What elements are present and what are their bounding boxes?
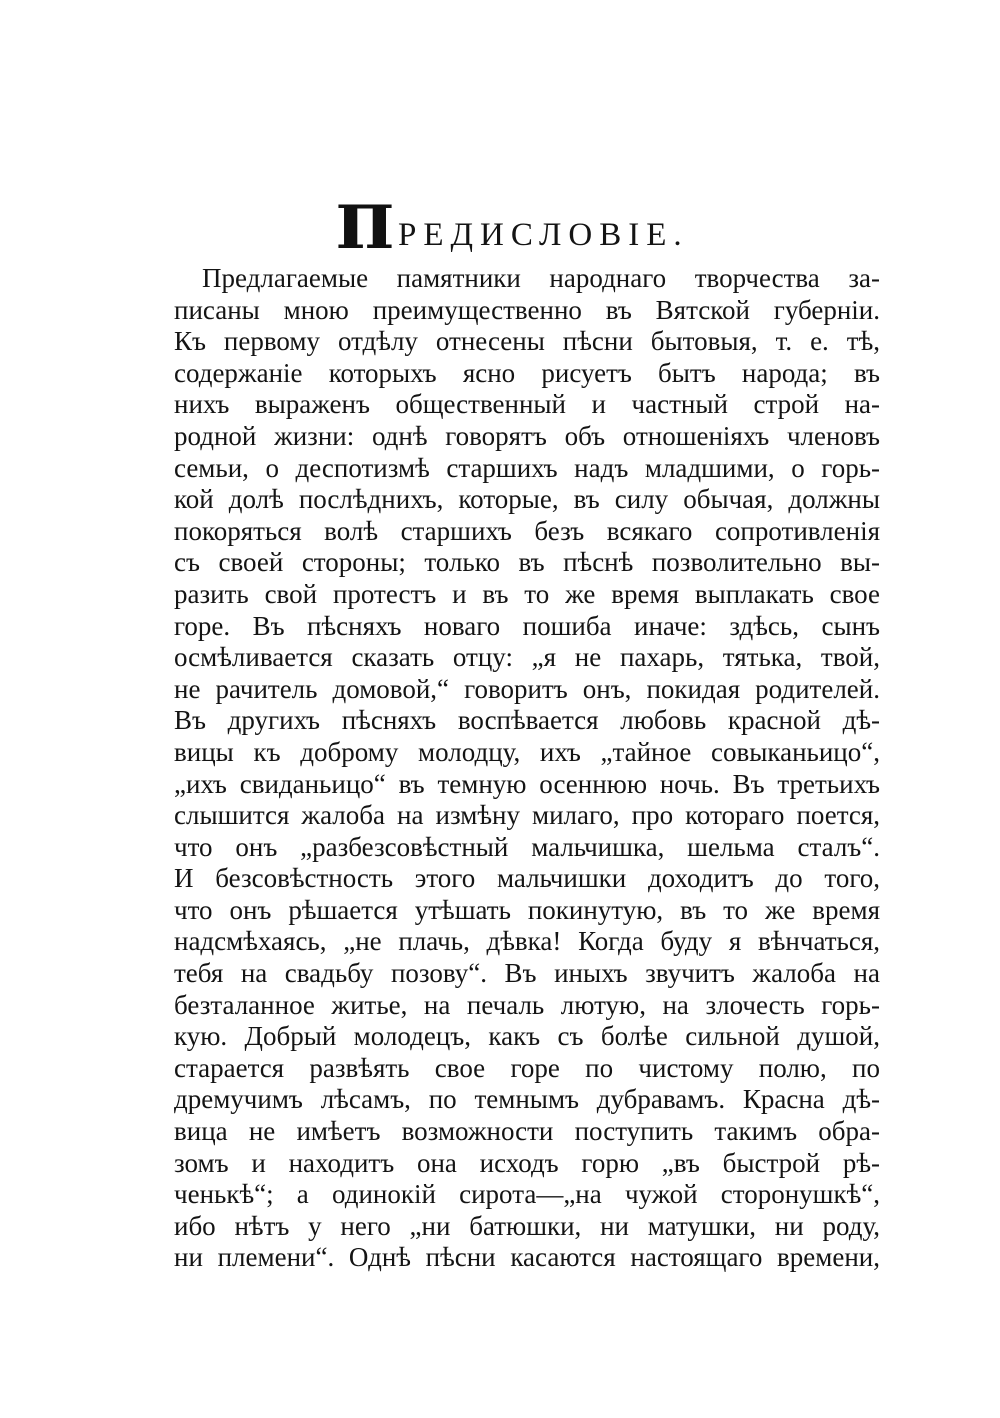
text-line: зомъ и находитъ она исходъ горю „въ быстрой рѣ- bbox=[174, 1147, 880, 1178]
initial-letter: П bbox=[336, 193, 394, 263]
text-line: кой долѣ послѣднихъ, которые, въ силу обычая, должны bbox=[174, 484, 880, 515]
text-line: кую. Добрый молодецъ, какъ съ болѣе сильной душой, bbox=[174, 1021, 880, 1052]
text-line: дремучимъ лѣсамъ, по темнымъ дубравамъ. Красна дѣ- bbox=[174, 1084, 880, 1115]
chapter-heading bbox=[336, 193, 760, 263]
text-line: осмѣливается сказать отцу: „я не пахарь, тятька, твой, bbox=[174, 642, 880, 673]
text-line: ни племени“. Однѣ пѣсни касаются настоящаго времени, bbox=[174, 1242, 880, 1273]
text-line: нихъ выраженъ общественный и частный строй на- bbox=[174, 389, 880, 420]
text-line: писаны мною преимущественно въ Вятской губернiи. bbox=[174, 294, 880, 325]
text-line: слышится жалоба на измѣну милаго, про котораго поется, bbox=[174, 800, 880, 831]
text-line: что онъ „разбезсовѣстный мальчишка, шельма сталъ“. bbox=[174, 831, 880, 862]
text-line: вица не имѣетъ возможности поступить такимъ обра- bbox=[174, 1116, 880, 1147]
text-line: безталанное житье, на печаль лютую, на злочесть горь- bbox=[174, 989, 880, 1020]
text-line: разить свой протестъ и въ то же время выплакать свое bbox=[174, 578, 880, 609]
preface-body bbox=[174, 263, 880, 1274]
text-line: надсмѣхаясь, „не плачь, дѣвка! Когда буду я вѣнчаться, bbox=[174, 926, 880, 957]
text-line: ченькѣ“; а одинокiй сирота—„на чужой сторонушкѣ“, bbox=[174, 1179, 880, 1210]
text-line: не рачитель домовой,“ говоритъ онъ, покидая родителей. bbox=[174, 673, 880, 704]
text-line: содержанiе которыхъ ясно рисуетъ бытъ народа; въ bbox=[174, 357, 880, 388]
text-line: Предлагаемые памятники народнаго творчества за- bbox=[202, 263, 880, 293]
text-line: покоряться волѣ старшихъ безъ всякаго сопротивленiя bbox=[174, 515, 880, 546]
ornamental-initial bbox=[336, 193, 394, 263]
heading-text: РЕДИСЛОВIЕ. bbox=[398, 217, 689, 253]
text-line: „ихъ свиданьицо“ въ темную осеннюю ночь. Въ третьихъ bbox=[174, 768, 880, 799]
text-line: ибо нѣтъ у него „ни батюшки, ни матушки, ни роду, bbox=[174, 1210, 880, 1241]
text-line: Къ первому отдѣлу отнесены пѣсни бытовыя, т. е. тѣ, bbox=[174, 326, 880, 357]
text-line: вицы къ доброму молодцу, ихъ „тайное совыканьицо“, bbox=[174, 736, 880, 767]
text-line: тебя на свадьбу позову“. Въ иныхъ звучитъ жалоба на bbox=[174, 958, 880, 989]
text-line: съ своей стороны; только въ пѣснѣ позволительно вы- bbox=[174, 547, 880, 578]
text-line: что онъ рѣшается утѣшать покинутую, въ то же время bbox=[174, 894, 880, 925]
text-line: Въ другихъ пѣсняхъ воспѣвается любовь красной дѣ- bbox=[174, 705, 880, 736]
text-line: горе. Въ пѣсняхъ новаго пошиба иначе: здѣсь, сынъ bbox=[174, 610, 880, 641]
text-line: родной жизни: однѣ говорятъ объ отношенiяхъ членовъ bbox=[174, 420, 880, 451]
text-line: И безсовѣстность этого мальчишки доходитъ до того, bbox=[174, 863, 880, 894]
text-line: семьи, о деспотизмѣ старшихъ надъ младшими, о горь- bbox=[174, 452, 880, 483]
text-line: старается развѣять свое горе по чистому полю, по bbox=[174, 1052, 880, 1083]
